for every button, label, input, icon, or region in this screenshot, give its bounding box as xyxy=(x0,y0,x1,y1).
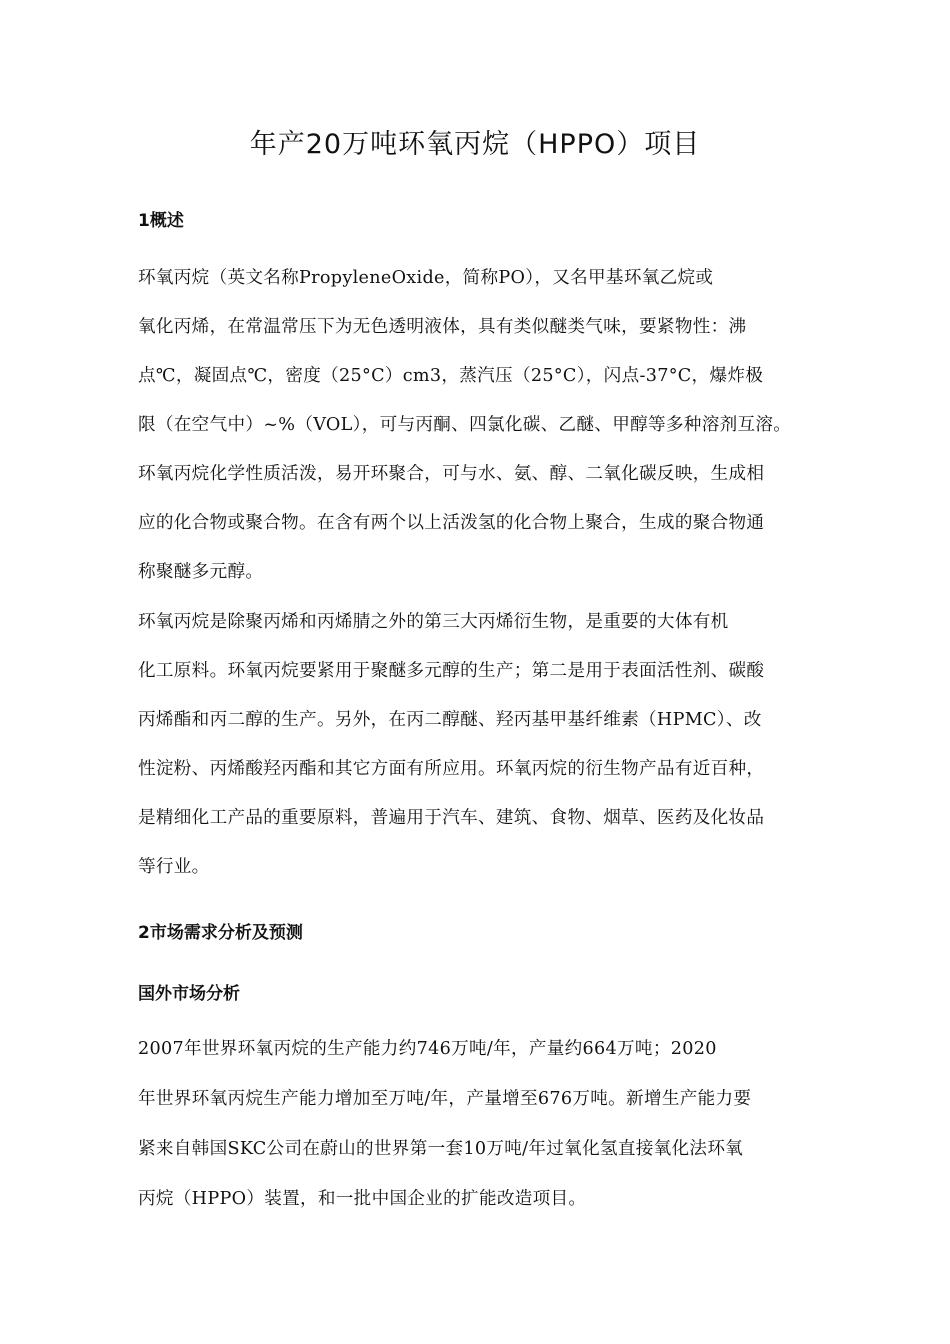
paragraph-overview-1 xyxy=(138,254,838,597)
text-line: 点℃，凝固点℃，密度（25°C）cm3，蒸汽压（25°C），闪点-37°C，爆炸极 xyxy=(138,366,764,386)
text-line: 氧化丙烯，在常温常压下为无色透明液体，具有类似醚类气味，要紧物性：沸 xyxy=(138,317,747,337)
text-line: 称聚醚多元醇。 xyxy=(138,562,264,582)
text-line: 是精细化工产品的重要原料，普遍用于汽车、建筑、食物、烟草、医药及化妆品 xyxy=(138,808,765,828)
text-line: 紧来自韩国SKC公司在蔚山的世界第一套10万吨/年过氧化氢直接氧化法环氧 xyxy=(138,1139,744,1159)
text-line: 应的化合物或聚合物。在含有两个以上活泼氢的化合物上聚合，生成的聚合物通 xyxy=(138,513,765,533)
section-heading-overview: 1概述 xyxy=(138,211,184,231)
text-line: 年世界环氧丙烷生产能力增加至万吨/年，产量增至676万吨。新增生产能力要 xyxy=(138,1089,752,1109)
text-line: 环氧丙烷化学性质活泼，易开环聚合，可与水、氨、醇、二氧化碳反映，生成相 xyxy=(138,464,765,484)
text-line: 丙烷（HPPO）装置，和一批中国企业的扩能改造项目。 xyxy=(138,1189,587,1209)
text-line: 限（在空气中）~%（VOL），可与丙酮、四氯化碳、乙醚、甲醇等多种溶剂互溶。 xyxy=(138,415,792,435)
text-line: 环氧丙烷（英文名称PropyleneOxide，简称PO），又名甲基环氧乙烷或 xyxy=(138,268,714,288)
text-line: 环氧丙烷是除聚丙烯和丙烯腈之外的第三大丙烯衍生物，是重要的大体有机 xyxy=(138,612,729,632)
text-line: 丙烯酯和丙二醇的生产。另外，在丙二醇醚、羟丙基甲基纤维素（HPMC）、改 xyxy=(138,710,762,730)
subsection-heading-foreign-market: 国外市场分析 xyxy=(138,984,240,1004)
paragraph-market xyxy=(138,1024,838,1224)
paragraph-overview-2 xyxy=(138,598,838,892)
section-heading-market: 2市场需求分析及预测 xyxy=(138,923,303,943)
text-line: 化工原料。环氧丙烷要紧用于聚醚多元醇的生产；第二是用于表面活性剂、碳酸 xyxy=(138,661,765,681)
text-line: 性淀粉、丙烯酸羟丙酯和其它方面有所应用。环氧丙烷的衍生物产品有近百种， xyxy=(138,759,765,779)
document-title: 年产20万吨环氧丙烷（HPPO）项目 xyxy=(249,129,701,160)
text-line: 2007年世界环氧丙烷的生产能力约746万吨/年，产量约664万吨；2020 xyxy=(138,1039,717,1059)
text-line: 等行业。 xyxy=(138,857,210,877)
